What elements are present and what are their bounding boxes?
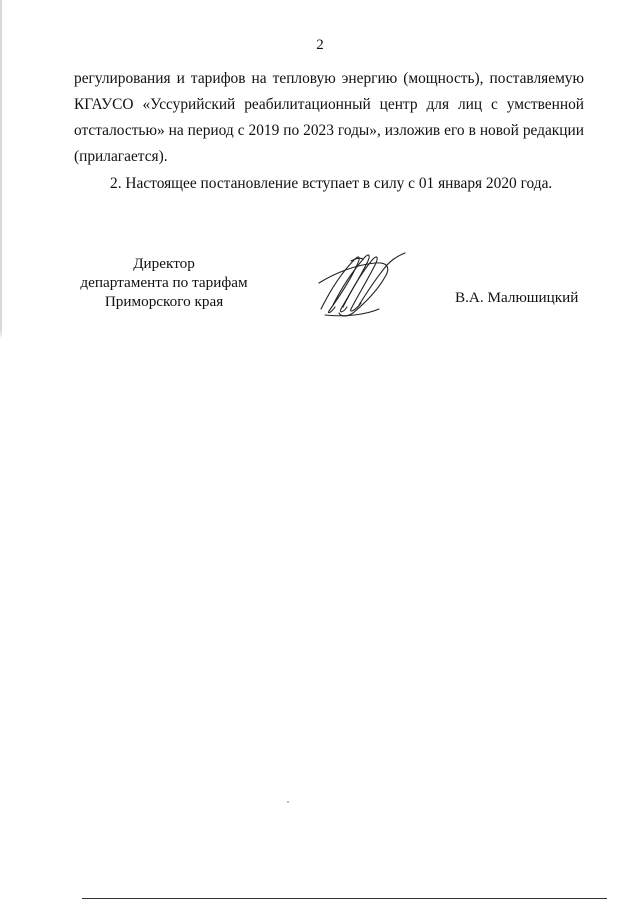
signatory-name: В.А. Малюшицкий: [455, 289, 579, 306]
paragraph-1: [74, 66, 584, 170]
signatory-title-line-1: Директор: [133, 255, 195, 272]
document-body: [74, 66, 584, 197]
scan-speck: [287, 801, 289, 803]
signatory-title: [74, 254, 254, 311]
paragraph-1-line-2: КГАУСО «Уссурийский реабилитационный центр для лиц с умственной: [74, 96, 584, 113]
paragraph-1-line-1: регулирования и тарифов на тепловую энергию (мощность), поставляемую: [74, 70, 584, 87]
handwritten-signature-icon: [315, 243, 410, 323]
page-number: 2: [316, 37, 324, 53]
bottom-edge-line: [82, 898, 607, 899]
paragraph-1-line-3: отсталостью» на период с 2019 по 2023 годы», изложив его в новой редакции: [74, 122, 584, 139]
signatory-title-line-3: Приморского края: [104, 293, 224, 310]
paragraph-2: 2. Настоящее постановление вступает в силу с 01 января 2020 года.: [110, 175, 553, 192]
scan-edge-shadow: [0, 0, 2, 905]
paragraph-1-line-4: (прилагается).: [74, 148, 168, 165]
signatory-title-line-2: департамента по тарифам: [80, 274, 248, 291]
